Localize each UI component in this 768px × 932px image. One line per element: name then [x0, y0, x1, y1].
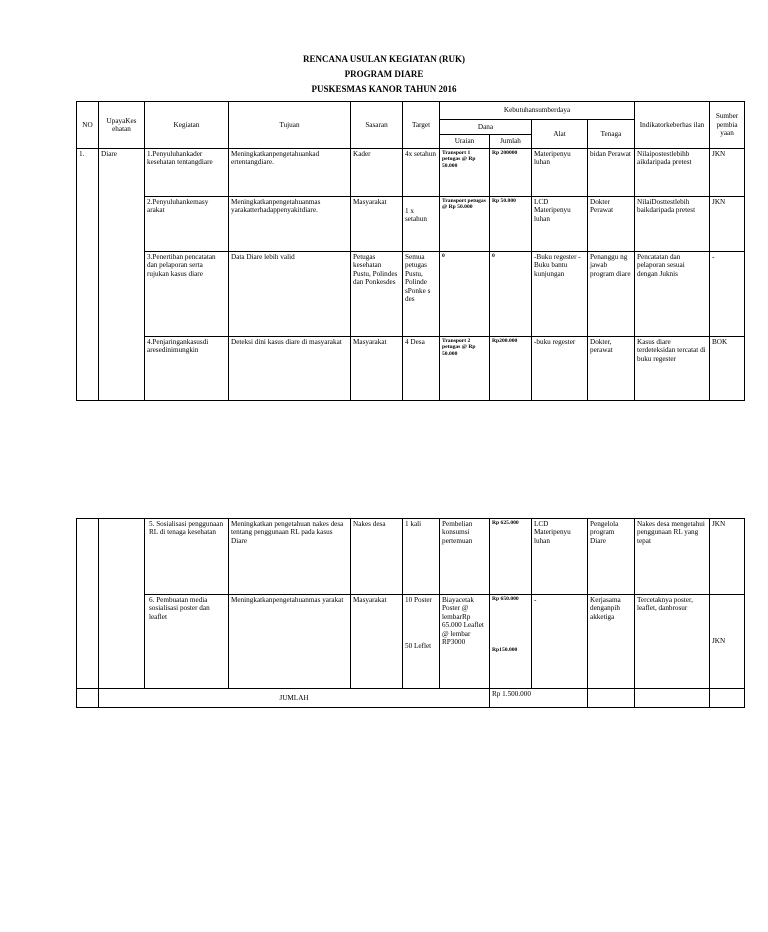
row-tenaga: Dokter Perawat	[588, 197, 635, 252]
total-empty-3	[710, 689, 745, 708]
target-leaflet: 50 Leflet	[405, 642, 432, 651]
header-uraian: Uraian	[440, 135, 490, 149]
table-row	[77, 595, 745, 689]
row-sumber: -	[710, 252, 745, 337]
row-target: 4x setahun	[403, 149, 440, 197]
row-kegiatan: 5. Sosialisasi penggunaan RL di tenaga kesehatan	[145, 519, 229, 595]
total-empty-2	[635, 689, 710, 708]
row-jumlah: Rp 50.000	[490, 197, 532, 252]
row-tenaga: Dokter, perawat	[588, 337, 635, 401]
row-tenaga: Pengelola program Diare	[588, 519, 635, 595]
title-line-1: RENCANA USULAN KEGIATAN (RUK)	[303, 54, 465, 64]
row-indikator: Pencatatan dan pelaporan sesuai dengan Juknis	[635, 252, 710, 337]
row-no: 1.	[77, 149, 99, 401]
row-target: Semua petugas Pustu, Polinde sPonke s des	[403, 252, 440, 337]
row-uraian: Transport petugas @ Rp 50.000	[440, 197, 490, 252]
row-indikator: Tercetaknya poster, leaflet, danbrosur	[635, 595, 710, 689]
row-jumlah: Rp 625.000	[490, 519, 532, 595]
row-tenaga: Penanggu ng jawab program diare	[588, 252, 635, 337]
row-target: 4 Desa	[403, 337, 440, 401]
total-row	[77, 689, 745, 708]
header-dana: Dana	[440, 120, 532, 135]
row-sumber: JKN	[710, 595, 745, 689]
row-indikator: Nilaipostestlebihb aikdaripada pretest	[635, 149, 710, 197]
table-row	[77, 252, 745, 337]
row-sasaran: Masyarakat	[351, 595, 403, 689]
row-alat: LCD Materipenyu luhan	[532, 197, 588, 252]
table-row	[77, 197, 745, 252]
ruk-table-continued	[76, 518, 745, 708]
jumlah-poster: Rp 650.000	[492, 596, 519, 602]
row-upaya: Diare	[99, 149, 145, 401]
row-upaya-empty	[99, 519, 145, 689]
row-alat: -	[532, 595, 588, 689]
row-kegiatan: 6. Pembuatan media sosialisasi poster dan leaflet	[145, 595, 229, 689]
row-alat: -Buku regester -Buku bantu kunjungan	[532, 252, 588, 337]
header-upaya: UpayaKes ehatan	[99, 102, 145, 149]
row-no-empty	[77, 519, 99, 689]
row-sumber: JKN	[710, 519, 745, 595]
header-indikator: Indikatorkeberhas ilan	[635, 102, 710, 149]
total-no-empty	[77, 689, 99, 708]
table-row	[77, 149, 745, 197]
row-alat: -buku regester	[532, 337, 588, 401]
row-target	[403, 595, 440, 689]
row-indikator: Kasus diare terdeteksidan tercatat di buku regester	[635, 337, 710, 401]
row-sasaran: Masyarakat	[351, 197, 403, 252]
row-alat: Materipenyu luhan	[532, 149, 588, 197]
header-alat: Alat	[532, 120, 588, 149]
row-jumlah: Rp 200000	[490, 149, 532, 197]
row-tujuan: Meningkatkan pengetahuan nakes desa tentang penggunaan RL pada kasus Diare	[229, 519, 351, 595]
document-title	[0, 52, 768, 97]
row-sumber: JKN	[710, 197, 745, 252]
row-uraian: Biayacetak Poster @ lembarRp 65.000 Leaflet @ lembar RP3000	[440, 595, 490, 689]
row-tenaga: bidan Perawat	[588, 149, 635, 197]
row-tujuan: Meningkatkanpengetahuanmas yarakat	[229, 595, 351, 689]
row-kegiatan: 4.Penjaringankasusdi aresedinimungkin	[145, 337, 229, 401]
row-sumber: BOK	[710, 337, 745, 401]
ruk-table	[76, 101, 745, 401]
row-sasaran: Kader	[351, 149, 403, 197]
row-target: 1 x setahun	[403, 197, 440, 252]
total-label: JUMLAH	[99, 689, 490, 708]
row-kegiatan: 2.Penyuluhankemasy arakat	[145, 197, 229, 252]
row-jumlah: Rp200.000	[490, 337, 532, 401]
header-kegiatan: Kegiatan	[145, 102, 229, 149]
header-jumlah: Jumlah	[490, 135, 532, 149]
row-kegiatan: 3.Penertiban pencatatan dan pelaporan serta rujukan kasus diare	[145, 252, 229, 337]
row-uraian: Transport 1 petugas @ Rp 50.000	[440, 149, 490, 197]
row-kegiatan: 1.Penyuluhankader kesehatan tentangdiare	[145, 149, 229, 197]
target-poster: 10 Poster	[405, 596, 432, 604]
header-sasaran: Sasaran	[351, 102, 403, 149]
row-uraian: Transport 2 petugas @ Rp 50.000	[440, 337, 490, 401]
row-uraian: 0	[440, 252, 490, 337]
row-sasaran: Nakes desa	[351, 519, 403, 595]
table-row	[77, 337, 745, 401]
row-tenaga: Kerjasama denganpih akketiga	[588, 595, 635, 689]
row-tujuan: Meningkatkanpengetahuankad ertentangdiare.	[229, 149, 351, 197]
header-tujuan: Tujuan	[229, 102, 351, 149]
row-indikator: NilaiDosttestlebih baikdaripada pretest	[635, 197, 710, 252]
header-sumber: Sumber pembia yaan	[710, 102, 745, 149]
row-tujuan: Meningkatkanpengetahuanmas yarakatterhadappenyakitdiare.	[229, 197, 351, 252]
row-target: 1 kali	[403, 519, 440, 595]
row-sasaran: Masyarakat	[351, 337, 403, 401]
total-empty-1	[588, 689, 635, 708]
row-sasaran: Petugas kesehatan Pustu, Polindes dan Ponkesdes	[351, 252, 403, 337]
row-jumlah	[490, 595, 532, 689]
row-indikator: Nakes desa mengetahui penggunaan RL yang tepat	[635, 519, 710, 595]
row-sumber: JKN	[710, 149, 745, 197]
header-no: NO	[77, 102, 99, 149]
header-tenaga: Tenaga	[588, 120, 635, 149]
row-tujuan: Data Diare lebih valid	[229, 252, 351, 337]
title-line-2: PROGRAM DIARE	[344, 69, 424, 79]
header-kebutuhan: Kebutuhansumberdaya	[440, 102, 635, 120]
header-target: Target	[403, 102, 440, 149]
jumlah-leaflet: Rp150.000	[492, 647, 518, 654]
row-jumlah: 0	[490, 252, 532, 337]
row-tujuan: Deteksi dini kasus diare di masyarakat	[229, 337, 351, 401]
title-line-3: PUSKESMAS KANOR TAHUN 2016	[311, 84, 457, 94]
total-value: Rp 1.500.000	[490, 689, 588, 708]
row-uraian: Pembelian konsumsi pertemuan	[440, 519, 490, 595]
table-row	[77, 519, 745, 595]
row-alat: LCD Materipenyu luhan	[532, 519, 588, 595]
